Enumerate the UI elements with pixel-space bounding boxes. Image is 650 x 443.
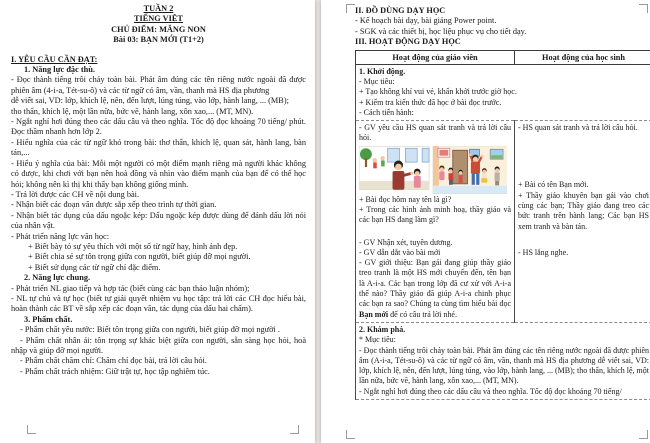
classroom-illustration [359, 146, 507, 194]
doc-line: - Trả lời được các CH về nội dung bài. [11, 189, 140, 199]
doc-line: - Nhận biết các đoạn văn được sắp xếp theo trình tự thời gian. [11, 200, 217, 210]
teacher-activity-cell [356, 121, 515, 323]
doc-line: - Mục tiêu: [359, 76, 395, 86]
gv-feedback [359, 238, 511, 259]
gv-closing-paragraph: - GV giới thiệu: Bạn gái đang giúp thầy giáo treo tranh là một HS mới chuyển đến, tên bạn là A-i-a. Các bạn trong lớp đã cư xử với A-i-a thế nào? Thầy giáo đã giúp A-i-a chinh phục các bạn ra sao? Chúng ta cùng tìm hiểu bài đọc Bạn mới để có câu trả lời nhé. [359, 258, 511, 319]
doc-line: dễ viết sai, VD: lớp, khích lệ, nên, đến lượt, lúng túng, vào lớp, hành lang, ... (MB); [11, 96, 289, 106]
doc-line: 1. Khởi động. [359, 66, 406, 76]
doc-line: TIẾNG VIỆT [134, 14, 183, 24]
document-page-2[interactable] [321, 0, 650, 443]
doc-line: 3. Phẩm chất. [24, 314, 73, 324]
doc-line: - Phẩm chất yêu nước: Biết tôn trọng giữa con người, biết giúp đỡ mọi người . [20, 325, 280, 335]
doc-line: + Trong các hình ảnh minh hoạ, thầy giáo và các bạn HS đang làm gì? [359, 205, 511, 225]
text-boundary-mark [290, 425, 299, 434]
doc-line: - Hiểu ý nghĩa của bài: Mỗi một người có một điểm mạnh riêng mà người khác không có được, khi chơi với bạn nên hoà đồng và nhìn vào điểm mạnh của bạn để có thể học hỏi; không nên kì thị khi thấy bạn không giống mình. [11, 158, 306, 189]
doc-line: I. YÊU CẦU CẦN ĐẠT: [11, 54, 98, 64]
col-header-teacher: Hoạt động của giáo viên [356, 50, 515, 64]
gv-intro-line: - GV yêu cầu HS quan sát tranh và trả lời câu hỏi. [359, 123, 511, 143]
doc-line: II. ĐỒ DÙNG DẠY HỌC [355, 6, 446, 15]
text-boundary-mark [639, 430, 648, 439]
doc-line: + Biết bày tỏ sự yêu thích với một số từ ngữ hay, hình ảnh đẹp. [28, 241, 238, 251]
doc-line: - NL tự chủ và tự học (biết tự giải quyết nhiệm vụ học tập: trả lời các CH đọc hiểu bài, hoàn thành các BT về sắp xếp các đoạn văn, tác dụng của dấu hai chấm). [11, 293, 306, 314]
doc-line: - Phẩm chất chăm chỉ: Chăm chỉ đọc bài, trả lời câu hỏi. [20, 356, 207, 366]
doc-line: + Biết chia sẻ sự tôn trọng giữa con người, biết giúp đỡ mọi người. [28, 252, 251, 262]
text-boundary-mark [639, 4, 648, 13]
doc-line: 2. Năng lực chung. [24, 273, 91, 283]
doc-line: - Phát triển năng lực văn học: [11, 231, 110, 241]
text-boundary-mark [346, 4, 355, 13]
doc-line: TUẦN 2 [143, 4, 174, 13]
illustration-panel-outdoor [359, 146, 429, 189]
col-header-student: Hoạt động của học sinh [515, 50, 650, 64]
doc-line: - GV Nhận xét, tuyên dương. [359, 237, 453, 247]
doc-line: - Phẩm chất trách nhiệm: Giữ trật tự, học tập nghiêm túc. [20, 366, 210, 376]
gv-questions [359, 195, 511, 226]
doc-line: - Đọc thành tiếng trôi chảy toàn bài. Phát âm đúng các tên riêng nước ngoài đã được phiên âm (A-i-a, Tét-su-ô) và các từ ngữ có âm, vần, thanh mà HS địa phương dễ viết sai, VD: lớp, khích lệ, nên, đến lượt, lúng túng, vào lớp, hành lang, ... (MB); tho thẩn, khích lệ, một lần nữa, bức vẽ, hành lang, xôn xao,... (MT, MN). [359, 345, 649, 386]
text-boundary-mark [346, 430, 355, 439]
doc-line: - Đọc thành tiếng trôi chảy toàn bài. Phát âm đúng các tên riêng nước ngoài đã được phiên âm (4-i-a, Tét-su-ô) và các từ ngữ có âm, vần, thanh mà HS địa phương [11, 75, 306, 95]
table-header-row [356, 50, 650, 64]
text-boundary-mark [27, 425, 36, 434]
doc-line: * Mục tiêu: [359, 335, 396, 345]
hs-answers [518, 180, 649, 231]
doc-line: - SGK và các thiết bị, học liệu phục vụ cho tiết dạy. [355, 26, 527, 36]
doc-line: Bài 03: BẠN MỚI (T1+2) [113, 35, 204, 45]
doc-line: - Ngắt nghỉ hơi đúng theo các dấu câu và theo nghĩa. Tốc độ đọc khoảng 70 tiếng/ phút. Đọc thầm nhanh hơn lớp 2. [11, 117, 306, 137]
doc-line: - Kế hoạch bài dạy, bài giảng Power point. [355, 16, 497, 26]
doc-line: - Nhận biết tác dụng của dấu ngoặc kép: Dấu ngoặc kép được dùng để đánh dấu lời nói của nhân vật. [11, 210, 306, 231]
row-warmup [356, 64, 650, 120]
activities-table [355, 50, 650, 400]
doc-line: + Thầy giáo khuyên bạn gái vào chơi cùng các bạn; Thầy giáo đang treo các bức tranh trên hành lang; Các bạn HS xem tranh và bàn tán. [518, 190, 649, 231]
doc-line: - Phẩm chất nhân ái: tôn trọng sự khác biệt giữa con người, sẵn sàng học hỏi, hoà nhập và giúp đỡ mọi người. [11, 335, 306, 355]
doc-line: - Hiểu nghĩa của các từ ngữ khó trong bài: thơ thẩn, khích lệ, quan sát, hành lang, bàn tán,... [11, 137, 306, 158]
page1-body [11, 55, 306, 378]
page2-sections [355, 6, 646, 48]
row-discovery [356, 322, 650, 399]
doc-line: - Ngắt nghỉ hơi đúng theo các dấu câu và theo nghĩa. Tốc độ đọc khoảng 70 tiếng/ [359, 386, 622, 396]
document-page-1[interactable] [0, 0, 315, 443]
hs-observe-line: - HS quan sát tranh và trả lời câu hỏi. [518, 123, 638, 133]
doc-line: + Kiểm tra kiến thức đã học ở bài đọc trước. [359, 97, 502, 107]
doc-line: - GV dẫn dắt vào bài mới [359, 247, 441, 257]
doc-line: tho thẩn, khích lệ, một lần nữa, bức vẽ, hành lang, xôn xao,... (MT, MN). [11, 106, 254, 116]
doc-line: + Biết sử dụng các từ ngữ chỉ đặc điểm. [28, 262, 161, 272]
doc-line: + Bài đọc hôm nay tên là gì? [359, 194, 452, 204]
doc-line: CHỦ ĐIỂM: MĂNG NON [111, 24, 206, 34]
student-activity-cell [515, 121, 650, 323]
doc-line: + Tạo không khí vui vẻ, khấn khởi trước giờ học. [359, 87, 517, 97]
hs-listen-line: - HS lắng nghe. [518, 247, 569, 257]
doc-line: - Phát triển NL giao tiếp và hợp tác (biết cùng các bạn thảo luận nhóm); [11, 283, 250, 293]
doc-line: 1. Năng lực đặc thù. [24, 65, 95, 75]
illustration-panel-hallway [433, 146, 507, 193]
doc-title-block [11, 4, 306, 46]
doc-line: - Cách tiến hành: [359, 107, 414, 117]
doc-line: 2. Khám phá. [359, 324, 406, 334]
doc-line: + Bài có tên Bạn mới. [518, 180, 589, 190]
warmup-cell [356, 64, 650, 120]
discovery-cell [356, 322, 650, 399]
doc-line: III. HOẠT ĐỘNG DẠY HỌC [355, 37, 461, 47]
row-main-activity [356, 121, 650, 323]
